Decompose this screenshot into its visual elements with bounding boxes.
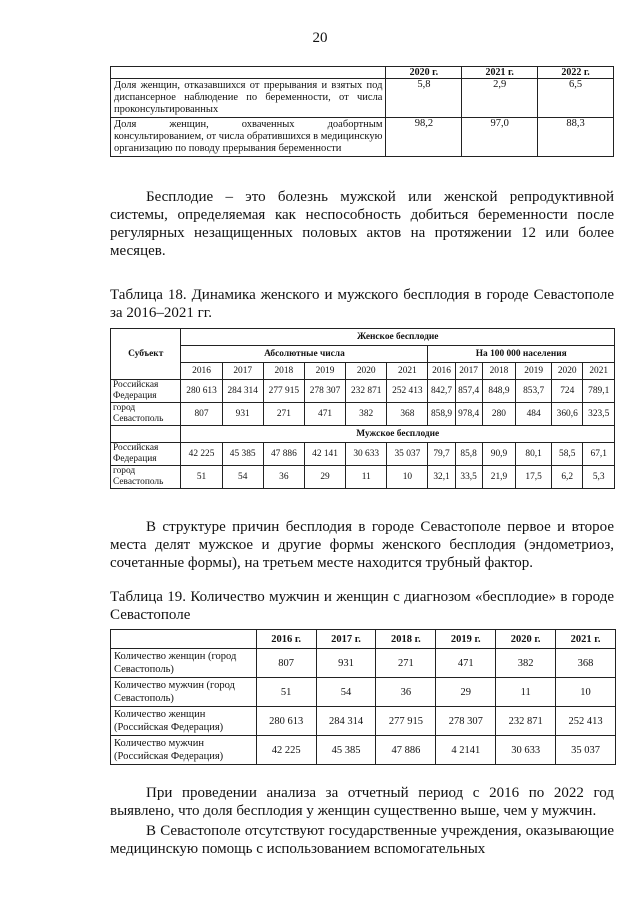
cell: 858,9	[428, 403, 455, 426]
male-infertility-header: Мужское бесплодие	[181, 426, 615, 443]
cell: 252 413	[556, 707, 616, 736]
cell: 47 886	[263, 443, 304, 466]
cell: 36	[263, 466, 304, 489]
cell: 271	[263, 403, 304, 426]
cell: 232 871	[346, 380, 387, 403]
col-header: 2017 г.	[316, 630, 376, 649]
table-row	[111, 466, 615, 489]
row-label: Доля женщин, охваченных доабортным консультированием, от числа обратившихся в медицинскую организацию по поводу прерывания беременности	[111, 118, 386, 157]
cell: 80,1	[516, 443, 552, 466]
cell: 4 2141	[436, 736, 496, 765]
cell: 471	[436, 649, 496, 678]
page-number: 20	[312, 30, 328, 46]
cell: 30 633	[496, 736, 556, 765]
cell: 931	[222, 403, 263, 426]
cell: 789,1	[583, 380, 615, 403]
cell: 6,5	[538, 79, 614, 118]
infertility-dynamics-table	[110, 328, 615, 489]
cell: 47 886	[376, 736, 436, 765]
cell: 368	[556, 649, 616, 678]
year-header: 2021	[583, 363, 615, 380]
col-header: 2021 г.	[462, 67, 538, 79]
cell: 271	[376, 649, 436, 678]
cell: 10	[387, 466, 428, 489]
cell: 284 314	[316, 707, 376, 736]
cell: 807	[256, 649, 316, 678]
paragraph-sevastopol-institutions: В Севастополе отсутствуют государственные учреждения, оказывающие медицинскую помощь с использованием вспомогательных	[110, 823, 614, 857]
year-header: 2019	[304, 363, 345, 380]
cell: 277 915	[376, 707, 436, 736]
cell: 11	[496, 678, 556, 707]
cell: 17,5	[516, 466, 552, 489]
cell: 5,3	[583, 466, 615, 489]
row-label: Количество женщин (город Севастополь)	[111, 649, 257, 678]
cell: 382	[346, 403, 387, 426]
cell: 278 307	[304, 380, 345, 403]
cell: 35 037	[556, 736, 616, 765]
year-header: 2020	[552, 363, 583, 380]
cell: 6,2	[552, 466, 583, 489]
cell: 724	[552, 380, 583, 403]
cell: 51	[181, 466, 222, 489]
col-header: 2018 г.	[376, 630, 436, 649]
cell: 11	[346, 466, 387, 489]
cell: 807	[181, 403, 222, 426]
cell: 252 413	[387, 380, 428, 403]
cell: 79,7	[428, 443, 455, 466]
table-row	[111, 380, 615, 403]
year-header: 2019	[516, 363, 552, 380]
abortion-table	[110, 66, 614, 157]
table-row	[111, 678, 616, 707]
cell: 931	[316, 649, 376, 678]
paragraph-analysis: При проведении анализа за отчетный период с 2016 по 2022 год выявлено, что доля бесплодия у женщин существенно выше, чем у мужчин.	[110, 785, 614, 819]
subject-header: Субъект	[111, 329, 181, 380]
col-header: 2020 г.	[386, 67, 462, 79]
col-header: 2019 г.	[436, 630, 496, 649]
table18-caption: Таблица 18. Динамика женского и мужского бесплодия в городе Севастополе за 2016–2021 гг.	[110, 287, 614, 321]
infertility-count-table	[110, 629, 616, 765]
cell: 42 225	[256, 736, 316, 765]
cell: 42 141	[304, 443, 345, 466]
cell: 360,6	[552, 403, 583, 426]
year-header: 2020	[346, 363, 387, 380]
cell: 842,7	[428, 380, 455, 403]
col-header: 2020 г.	[496, 630, 556, 649]
cell: 382	[496, 649, 556, 678]
year-header: 2017	[455, 363, 482, 380]
table-row	[111, 403, 615, 426]
table-row	[111, 736, 616, 765]
cell: 484	[516, 403, 552, 426]
row-label: Доля женщин, отказавшихся от прерывания и взятых под диспансерное наблюдение по беременности, от числа проконсультированных	[111, 79, 386, 118]
cell: 323,5	[583, 403, 615, 426]
cell: 30 633	[346, 443, 387, 466]
subject-cell: город Севастополь	[111, 403, 181, 426]
cell: 280 613	[256, 707, 316, 736]
paragraph-infertility-causes: В структуре причин бесплодия в городе Севастополе первое и второе места делят мужское и другие формы женского бесплодия (эндометриоз, сочетанные формы), на третьем месте находится трубный фактор.	[110, 519, 614, 571]
cell: 857,4	[455, 380, 482, 403]
cell: 35 037	[387, 443, 428, 466]
year-header: 2021	[387, 363, 428, 380]
cell: 36	[376, 678, 436, 707]
cell: 10	[556, 678, 616, 707]
table-row	[111, 649, 616, 678]
header-empty-cell	[111, 67, 386, 79]
year-header: 2016	[181, 363, 222, 380]
table19-caption: Таблица 19. Количество мужчин и женщин с диагнозом «бесплодие» в городе Севастополе	[110, 589, 614, 623]
cell: 5,8	[386, 79, 462, 118]
table-row	[111, 79, 614, 118]
female-infertility-header: Женское бесплодие	[181, 329, 615, 346]
cell: 471	[304, 403, 345, 426]
cell: 853,7	[516, 380, 552, 403]
cell: 232 871	[496, 707, 556, 736]
per-100k-header: На 100 000 населения	[428, 346, 615, 363]
row-label: Количество мужчин (город Севастополь)	[111, 678, 257, 707]
cell: 280	[482, 403, 516, 426]
cell: 97,0	[462, 118, 538, 157]
blank-cell	[111, 426, 181, 443]
cell: 98,2	[386, 118, 462, 157]
table-row	[111, 707, 616, 736]
cell: 42 225	[181, 443, 222, 466]
cell: 280 613	[181, 380, 222, 403]
cell: 51	[256, 678, 316, 707]
cell: 90,9	[482, 443, 516, 466]
table-row	[111, 118, 614, 157]
cell: 278 307	[436, 707, 496, 736]
absolute-numbers-header: Абсолютные числа	[181, 346, 428, 363]
cell: 284 314	[222, 380, 263, 403]
cell: 29	[436, 678, 496, 707]
col-header: 2016 г.	[256, 630, 316, 649]
col-header: 2022 г.	[538, 67, 614, 79]
cell: 54	[316, 678, 376, 707]
subject-cell: город Севастополь	[111, 466, 181, 489]
cell: 54	[222, 466, 263, 489]
cell: 58,5	[552, 443, 583, 466]
cell: 67,1	[583, 443, 615, 466]
cell: 33,5	[455, 466, 482, 489]
cell: 978,4	[455, 403, 482, 426]
year-header: 2018	[482, 363, 516, 380]
cell: 21,9	[482, 466, 516, 489]
cell: 848,9	[482, 380, 516, 403]
cell: 2,9	[462, 79, 538, 118]
col-header: 2021 г.	[556, 630, 616, 649]
year-header: 2018	[263, 363, 304, 380]
cell: 45 385	[316, 736, 376, 765]
cell: 45 385	[222, 443, 263, 466]
cell: 88,3	[538, 118, 614, 157]
cell: 277 915	[263, 380, 304, 403]
cell: 32,1	[428, 466, 455, 489]
row-label: Количество мужчин (Российская Федерация)	[111, 736, 257, 765]
table-row	[111, 443, 615, 466]
paragraph-infertility-definition: Бесплодие – это болезнь мужской или женской репродуктивной системы, определяемая как неспособность добиться беременности после регулярных незащищенных половых актов на протяжении 12 или более месяцев.	[110, 189, 614, 259]
subject-cell: Российская Федерация	[111, 443, 181, 466]
header-empty-cell	[111, 630, 257, 649]
year-header: 2017	[222, 363, 263, 380]
subject-cell: Российская Федерация	[111, 380, 181, 403]
cell: 85,8	[455, 443, 482, 466]
cell: 29	[304, 466, 345, 489]
year-header: 2016	[428, 363, 455, 380]
row-label: Количество женщин (Российская Федерация)	[111, 707, 257, 736]
cell: 368	[387, 403, 428, 426]
